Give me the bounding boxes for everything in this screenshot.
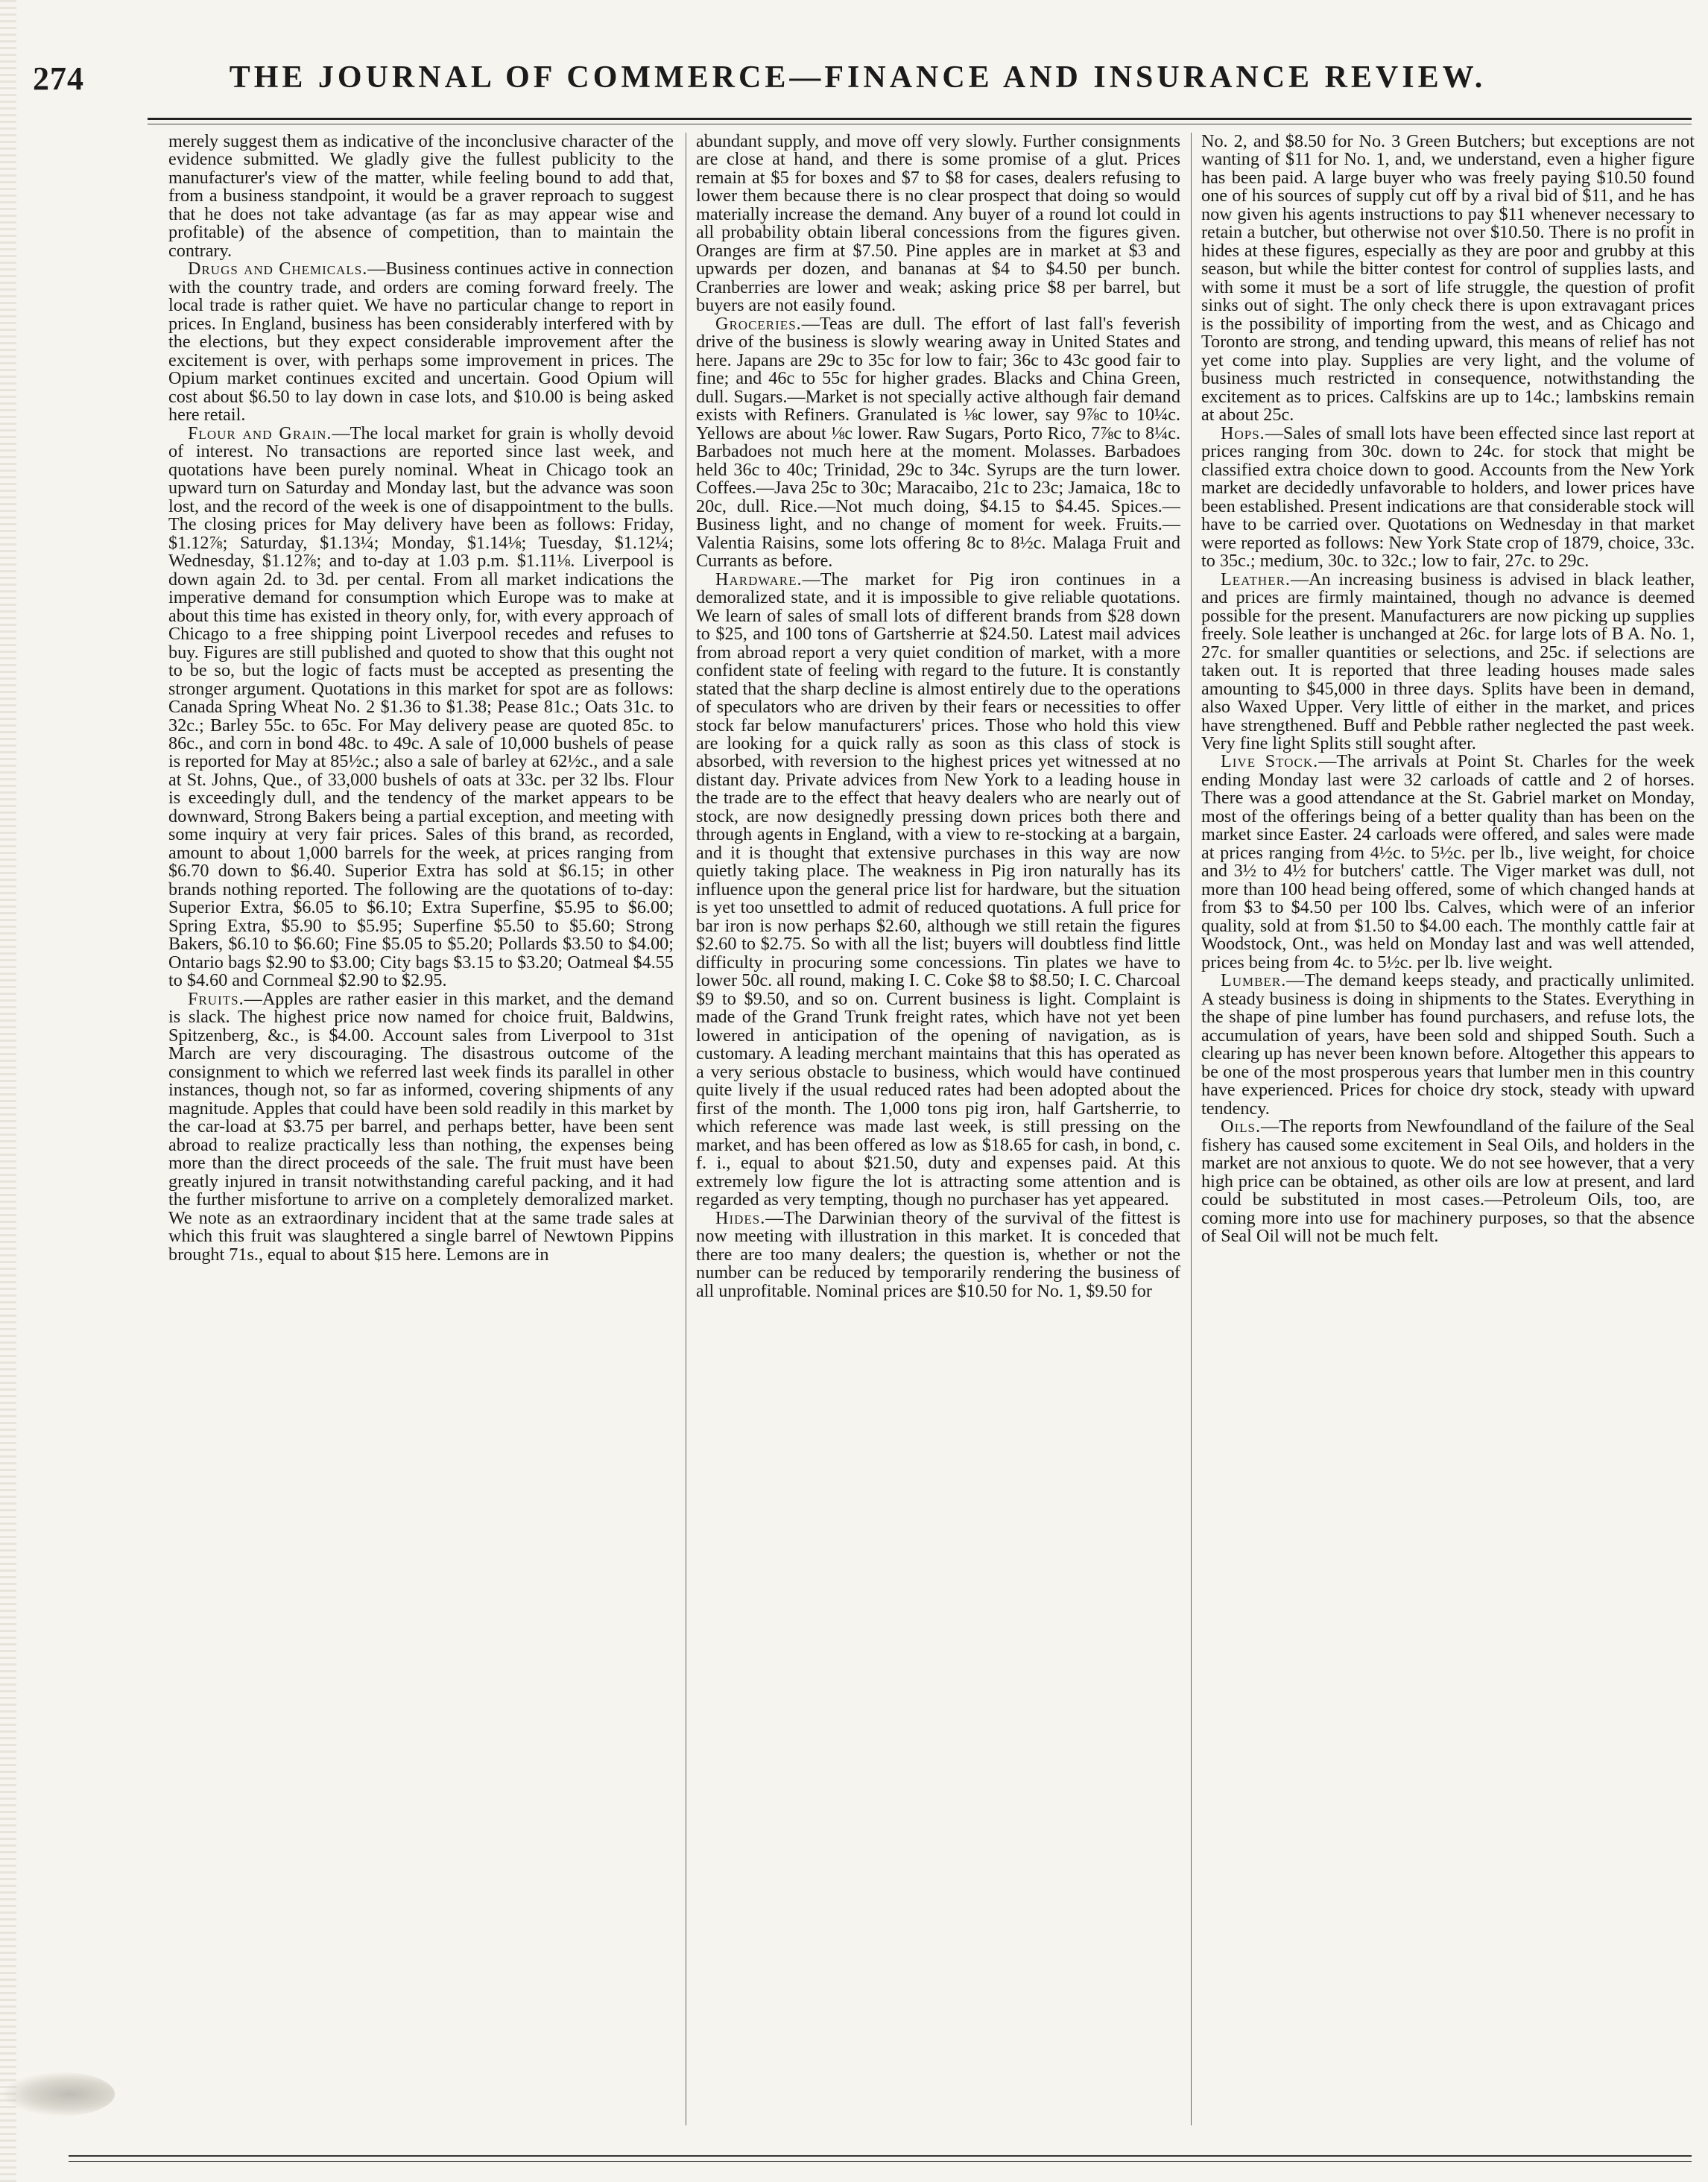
paragraph-text: —Business continues active in connection with the country trade, and orders are coming forward freely. The local trade is rather quiet. We have no particular change to report in prices. In England, business has been considerably interfered with by the elections, but they expect considerable improvement after the excitement is over, with perhaps some improvement in prices. The Opium market continues excited and uncertain. Good Opium will cost about $6.50 to lay down in case lots, and $10.00 is being asked here retail. (168, 259, 674, 426)
section-lead: Leather. (1221, 569, 1291, 589)
section-lead: Live Stock. (1221, 751, 1319, 772)
section-lead: Lumber. (1221, 970, 1287, 991)
article-paragraph (1201, 133, 1695, 425)
article-paragraph (696, 571, 1180, 1209)
article-paragraph (696, 133, 1180, 315)
article-paragraph (1201, 972, 1695, 1118)
paragraph-text: —The reports from Newfoundland of the failure of the Seal fishery has caused some excitement in Seal Oils, and holders in the market are not anxious to quote. We do not see however, that a very high price can be obtained, as other oils are low at present, and lard could be substituted in most cases.—Petroleum Oils, too, are coming more into use for machinery purposes, so that the absence of Seal Oil will not be much felt. (1201, 1116, 1695, 1247)
paragraph-text: —The Darwinian theory of the survival of the fittest is now meeting with illustration in this market. It is conceded that there are too many dealers; the question is, whether or not the number can be reduced by temporarily rendering the business of all unprofitable. Nominal prices are $10.50 for No. 1, $9.50 for (696, 1207, 1180, 1301)
article-paragraph (168, 133, 674, 260)
article-paragraph (1201, 1118, 1695, 1245)
page-number: 274 (33, 60, 84, 97)
article-paragraph (168, 260, 674, 424)
section-lead: Hops. (1221, 423, 1265, 443)
section-lead: Flour and Grain. (188, 423, 332, 443)
column-divider (1191, 133, 1192, 2125)
footer-rule-thin (69, 2161, 1692, 2162)
section-lead: Groceries. (715, 313, 802, 334)
footer-rule (69, 2155, 1692, 2157)
section-lead: Hides. (715, 1207, 766, 1228)
section-lead: Drugs and Chemicals. (188, 259, 368, 279)
article-paragraph (1201, 425, 1695, 571)
column-2 (696, 133, 1180, 2145)
column-1 (168, 133, 674, 2145)
paragraph-text: —Apples are rather easier in this market, and the demand is slack. The highest price now named for choice fruit, Baldwins, Spitzenberg, &c., is $4.00. Account sales from Liverpool to 31st March are very discouraging. The disastrous outcome of the consignment to which we referred last week finds its parallel in other instances, though not, so far as informed, covering shipments of any magnitude. Apples that could have been sold readily in this market by the car-load at $3.75 per barrel, and perhaps better, have been sent abroad to realize practically less than nothing, the expenses being more than the direct proceeds of the sale. The fruit must have been greatly injured in transit notwithstanding careful packing, and it had the further misfortune to arrive on a completely demoralized market. We note as an extraordinary incident that at the same trade sales at which this fruit was slaughtered a single barrel of Newtown Pippins brought 71s., equal to about $15 here. Lemons are in (168, 988, 674, 1265)
paragraph-text: No. 2, and $8.50 for No. 3 Green Butchers; but exceptions are not wanting of $11 for No. 1, and, we understand, even a higher figure has been paid. A large buyer who was freely paying $10.50 found one of his sources of supply cut off by a rival bid of $11, and he has now given his agents instructions to pay $11 whenever necessary to retain a butcher, but otherwise not over $10.50. There is no profit in hides at these figures, especially as they are poor and grubby at this season, but while the bitter contest for control of supplies lasts, and with some it must be a sort of life struggle, the question of profit sinks out of sight. The only check there is upon extravagant prices is the possibility of importing from the west, and as Chicago and Toronto are strong, and tending upward, this means of relief has not yet come into play. Supplies are very light, and the volume of business much restricted in consequence, notwithstanding the excitement as to prices. Calfskins are up to 14c.; lambskins remain at about 25c. (1201, 133, 1695, 426)
article-paragraph (1201, 753, 1695, 972)
paragraph-text: —Sales of small lots have been effected since last report at prices ranging from 30c. down to 24c. for stock that might be classified extra choice down to good. Accounts from the New York market are decidedly unfavorable to holders, and lower prices have been established. Present indications are that considerable stock will have to be carried over. Quotations on Wednesday in that market were reported as follows: New York State crop of 1879, choice, 33c. to 35c.; medium, 30c. to 32c.; low to fair, 27c. to 29c. (1201, 423, 1695, 572)
paragraph-text: merely suggest them as indicative of the inconclusive character of the evidence submitted. We gladly give the fullest publicity to the manufacturer's view of the matter, while feeling bound to add that, from a business standpoint, it would be a graver reproach to suggest that he does not take advantage (as far as may appear wise and profitable) of the absence of competition, than to maintain the contrary. (168, 133, 674, 261)
paragraph-text: —The local market for grain is wholly devoid of interest. No transactions are reported since last week, and quotations have been purely nominal. Wheat in Chicago took an upward turn on Saturday and Monday last, but the advance was soon lost, and the record of the week is one of disappointment to the bulls. The closing prices for May delivery have been as follows: Friday, $1.12⅞; Saturday, $1.13¼; Monday, $1.14⅛; Tuesday, $1.12¼; Wednesday, $1.12⅞; and to-day at 1.03 p.m. $1.11⅛. Liverpool is down again 2d. to 3d. per cental. From all market indications the imperative demand for consumption which Europe was to make at about this time has existed in theory only, for, with every approach of Chicago to a free shipping point Liverpool recedes and refuses to buy. Figures are still published and quoted to show that this ought not to be so, but the logic of facts must be accepted as presenting the stronger argument. Quotations in this market for spot are as follows: Canada Spring Wheat No. 2 $1.36 to $1.38; Pease 81c.; Oats 31c. to 32c.; Barley 55c. to 65c. For May delivery pease are quoted 85c. to 86c., and corn in bond 48c. to 49c. A sale of 10,000 bushels of pease is reported for May at 85½c.; also a sale of barley at 62½c., and a sale at St. Johns, Que., of 33,000 bushels of oats at 33c. per 32 lbs. Flour is exceedingly dull, and the tendency of the market appears to be downward, Strong Bakers being a partial exception, and meeting with some inquiry at very fair prices. Sales of this brand, as recorded, amount to about 1,000 barrels for the week, at prices ranging from $6.70 down to $6.40. Superior Extra has sold at $6.15; in other brands nothing reported. The following are the quotations of to-day: Superior Extra, $6.05 to $6.10; Extra Superfine, $5.95 to $6.00; Spring Extra, $5.90 to $5.95; Superfine $5.50 to $5.60; Strong Bakers, $6.10 to $6.60; Fine $5.05 to $5.20; Pollards $3.50 to $4.00; Ontario bags $2.90 to $3.00; City bags $3.15 to $3.20; Oatmeal $4.55 to $4.60 and Cornmeal $2.90 to $2.95. (168, 423, 674, 991)
paragraph-text: —Teas are dull. The effort of last fall's feverish drive of the business is slowly wearing away in United States and here. Japans are 29c to 35c for low to fair; 36c to 43c good fair to fine; and 46c to 55c for higher grades. Blacks and China Green, dull. Sugars.—Market is not specially active although fair demand exists with Refiners. Granulated is ⅛c lower, say 9⅞c to 10¼c. Yellows are about ⅛c lower. Raw Sugars, Porto Rico, 7⅞c to 8¼c. Barbadoes not much here at the moment. Molasses. Barbadoes held 36c to 40c; Trinidad, 29c to 34c. Syrups are the turn lower. Coffees.—Java 25c to 30c; Maracaibo, 21c to 23c; Jamaica, 18c to 20c, dull. Rice.—Not much doing, $4.15 to $4.45. Spices.—Business light, and no change of moment for week. Fruits.—Valentia Raisins, some lots offering 8c to 8½c. Malaga Fruit and Currants as before. (696, 313, 1180, 572)
article-paragraph (696, 315, 1180, 571)
paragraph-text: —An increasing business is advised in black leather, and prices are firmly maintained, though no advance is deemed possible for the present. Manufacturers are now picking up supplies freely. Sole leather is unchanged at 26c. for large lots of B A. No. 1, 27c. for smaller quantities or selections, and 25c. if selections are taken out. It is reported that three leading houses made sales amounting to $45,000 in three days. Splits have been in demand, also Waxed Upper. Very little of either in the market, and prices have strengthened. Buff and Pebble rather neglected the past week. Very fine light Splits still sought after. (1201, 569, 1695, 753)
article-paragraph (696, 1209, 1180, 1300)
paragraph-text: —The demand keeps steady, and practically unlimited. A steady business is doing in shipments to the States. Everything in the shape of pine lumber has found purchasers, and refuse lots, the accumulation of years, have been sold and shipped South. Such a clearing up has never been known before. Altogether this appears to be one of the most prosperous years that lumber men in this country have experienced. Prices for choice dry stock, steady with upward tendency. (1201, 970, 1695, 1119)
article-paragraph (168, 425, 674, 990)
section-lead: Fruits. (188, 988, 244, 1009)
paragraph-text: —The market for Pig iron continues in a demoralized state, and it is impossible to give reliable quotations. We learn of sales of small lots of different brands from $28 down to $25, and 100 tons of Gartsherrie at $24.50. Latest mail advices from abroad report a very quiet condition of market, with a more confident state of feeling with regard to the future. It is constantly stated that the sharp decline is almost entirely due to the operations of speculators who are driven by their fears or necessities to offer stock far below manufacturers' prices. Those who hold this view are looking for a quick rally as soon as this class of stock is absorbed, with reversion to the highest prices yet witnessed at no distant day. Private advices from New York to a leading house in the trade are to the effect that heavy dealers who are nearly out of stock, are now designedly pressing down prices both there and through agents in England, with a view to re-stocking at a bargain, and it is thought that extensive purchases in this way are now quietly taking place. The weakness in Pig iron naturally has its influence upon the general price list for hardware, but the situation is yet too unsettled to admit of reduced quotations. A full price for bar iron is now perhaps $2.60, although we still retain the figures $2.60 to $2.75. So with all the list; buyers will doubtless find little difficulty in procuring some concessions. Tin plates we have to lower 50c. all round, making I. C. Coke $8 to $8.50; I. C. Charcoal $9 to $9.50, and so on. Current business is light. Complaint is made of the Grand Trunk freight rates, which have not yet been lowered in anticipation of the opening of navigation, as is customary. A leading merchant maintains that this has operated as a very serious obstacle to business, which would have continued quite lively if the usual reduced rates had been adopted about the first of the month. The 1,000 tons pig iron, half Gartsherrie, to which reference was made last week, is still pressing on the market, and has been offered as low as $18.65 for cash, in bond, c. f. i., equal to about $21.50, duty and expenses paid. At this extremely low figure the lot is attracting some attention and is regarded as very tempting, though no purchaser has yet appeared. (696, 569, 1180, 1210)
paragraph-text: —The arrivals at Point St. Charles for the week ending Monday last were 32 carloads of cattle and 2 of horses. There was a good attendance at the St. Gabriel market on Monday, most of the offerings being of a better quality than has been on the market since Easter. 24 carloads were offered, and sales were made at prices ranging from 4½c. to 5½c. per lb., live weight, for choice and 3½ to 4½ for butchers' cattle. The Viger market was dull, not more than 100 head being offered, some of which changed hands at from $3 to $4.50 per 100 lbs. Calves, which were of an inferior quality, sold at from $1.50 to $4.00 each. The monthly cattle fair at Woodstock, Ont., was held on Monday last and was well attended, prices being from 4c. to 5½c. per lb. live weight. (1201, 751, 1695, 973)
section-lead: Oils. (1221, 1116, 1262, 1137)
running-head-title: THE JOURNAL OF COMMERCE—FINANCE AND INSURANCE REVIEW. (229, 60, 1487, 95)
scan-margin-edge (0, 0, 16, 2182)
section-lead: Hardware. (715, 569, 803, 589)
article-paragraph (1201, 571, 1695, 753)
column-3 (1201, 133, 1695, 2145)
scan-blot (3, 2072, 115, 2116)
paragraph-text: abundant supply, and move off very slowly. Further consignments are close at hand, and there is some promise of a glut. Prices remain at $5 for boxes and $7 to $8 for cases, dealers refusing to lower them because there is no clear prospect that doing so would materially increase the demand. Any buyer of a round lot could in all probability obtain liberal concessions from the figures given. Oranges are firm at $7.50. Pine apples are in market at $3 and upwards per dozen, and bananas at $4 to $4.50 per bunch. Cranberries are lower and weak; asking price $8 per barrel, but buyers are not easily found. (696, 133, 1180, 316)
header-rule (148, 118, 1692, 120)
article-paragraph (168, 990, 674, 1264)
